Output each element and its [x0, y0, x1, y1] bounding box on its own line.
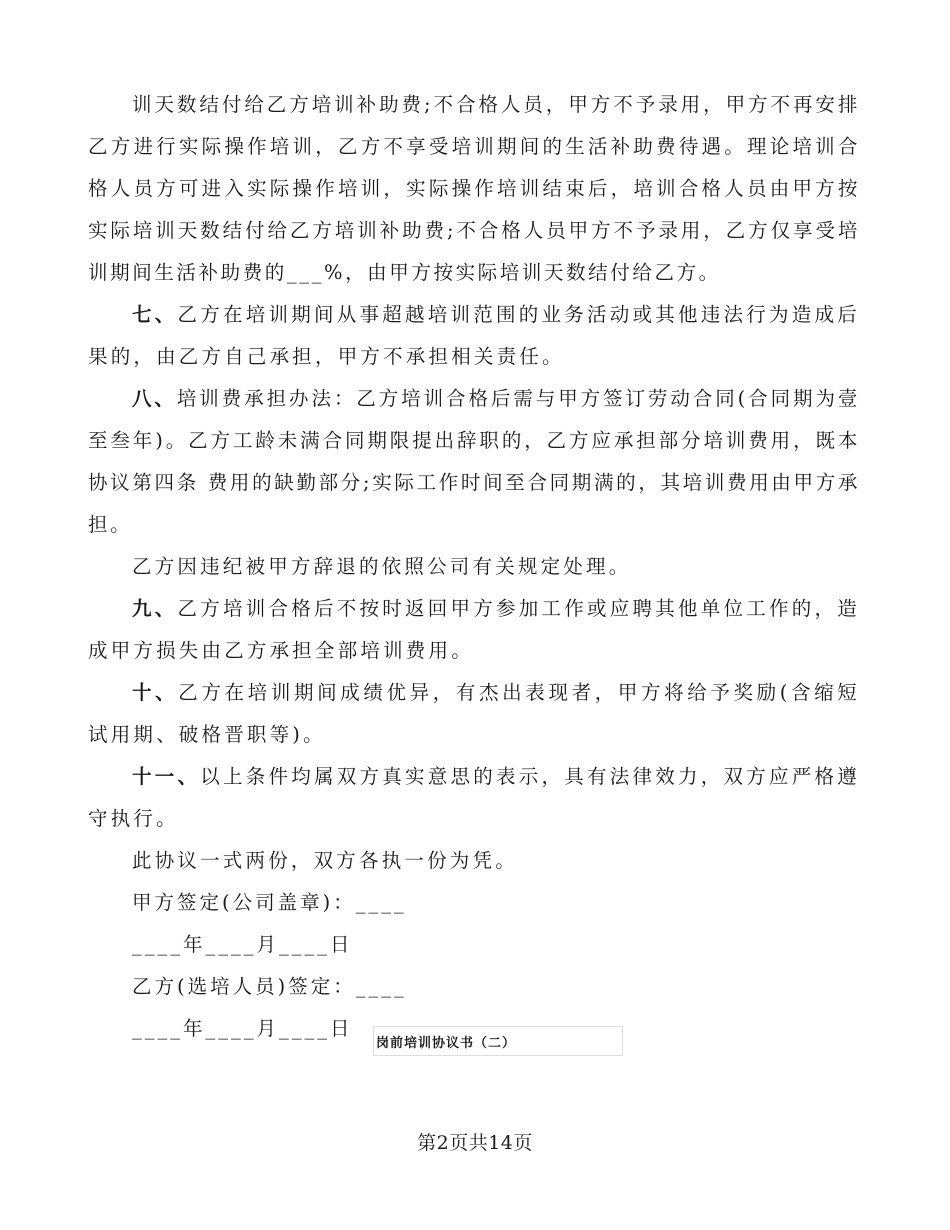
- party-a-date: ____年____月____日: [132, 933, 353, 956]
- article-9-number: 九、: [132, 597, 178, 620]
- article-9: [88, 588, 860, 672]
- page-number-footer: 第2页共14页: [417, 1132, 533, 1154]
- article-10-number: 十、: [132, 681, 179, 704]
- article-7: [88, 294, 860, 378]
- article-10: [88, 672, 860, 756]
- copies-statement: 此协议一式两份，双方各执一份为凭。: [132, 849, 518, 872]
- article-9-text: 乙方培训合格后不按时返回甲方参加工作或应聘其他单位工作的，造成甲方损失由乙方承担全部培训费用。: [88, 597, 860, 662]
- party-a-signature: 甲方签定(公司盖章)：____: [132, 891, 407, 914]
- article-10-text: 乙方在培训期间成绩优异，有杰出表现者，甲方将给予奖励(含缩短试用期、破格晋职等)。: [88, 681, 861, 746]
- paragraph-continued: 训天数结付给乙方培训补助费;不合格人员，甲方不予录用，甲方不再安排乙方进行实际操作培训，乙方不享受培训期间的生活补助费待遇。理论培训合格人员方可进入实际操作培训，实际操作培训结束后，培训合格人员由甲方按实际培训天数结付给乙方培训补助费;不合格人员甲方不予录用，乙方仅享受培训期间生活补助费的___%，由甲方按实际培训天数结付给乙方。: [88, 93, 860, 284]
- article-7-number: 七、: [132, 303, 178, 326]
- article-8-supplement: 乙方因违纪被甲方辞退的依照公司有关规定处理。: [132, 555, 632, 578]
- article-8: [88, 378, 860, 546]
- article-11-number: 十一、: [132, 765, 201, 788]
- article-8-text: 培训费承担办法：乙方培训合格后需与甲方签订劳动合同(合同期为壹至叁年)。乙方工龄未满合同期限提出辞职的，乙方应承担部分培训费用，既本协议第四条 费用的缺勤部分;实际工作时间至合同期满的，其培训费用由甲方承担。: [88, 387, 860, 536]
- party-b-signature: 乙方(选培人员)签定：____: [132, 975, 407, 998]
- article-7-text: 乙方在培训期间从事超越培训范围的业务活动或其他违法行为造成后果的，由乙方自己承担，甲方不承担相关责任。: [88, 303, 860, 368]
- article-8-number: 八、: [132, 387, 177, 410]
- party-b-date: ____年____月____日: [132, 1017, 353, 1040]
- section-title-box: [373, 1026, 623, 1056]
- article-11: [88, 756, 860, 840]
- document-body: [88, 84, 860, 1050]
- article-11-text: 以上条件均属双方真实意思的表示，具有法律效力，双方应严格遵守执行。: [88, 765, 860, 830]
- section-title: 岗前培训协议书（二）: [376, 1036, 517, 1051]
